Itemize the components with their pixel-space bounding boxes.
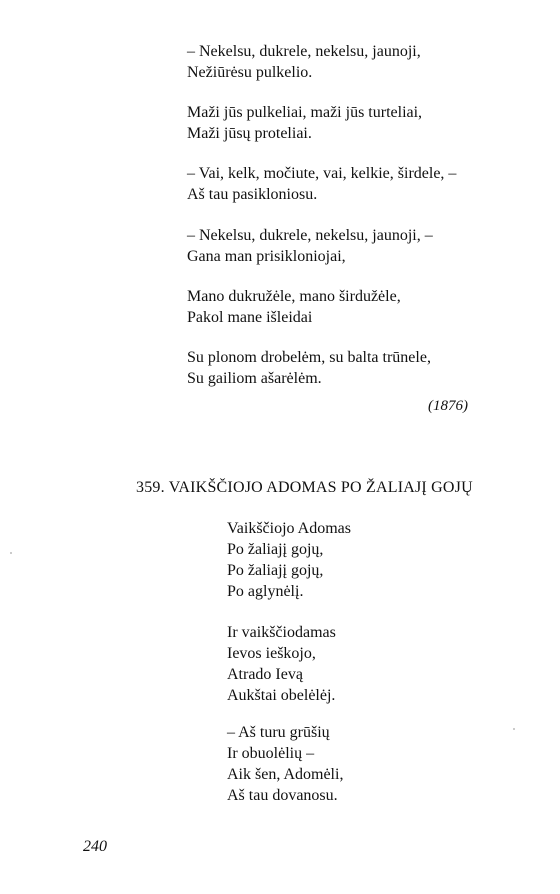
poem-line: – Aš turu grūšių xyxy=(227,724,330,741)
poem-line: Aukštai obelėlėj. xyxy=(227,687,336,704)
poem1-stanza-6 xyxy=(187,347,431,389)
scan-speck xyxy=(10,552,12,554)
poem-line: – Nekelsu, dukrele, nekelsu, jaunoji, – xyxy=(187,227,433,244)
poem1-year: (1876) xyxy=(428,398,468,414)
poem1-stanza-2 xyxy=(187,102,422,144)
poem1-stanza-1 xyxy=(187,41,421,83)
poem-line: Po aglynėlį. xyxy=(227,583,304,600)
poem-line: Ir vaikščiodamas xyxy=(227,624,336,641)
scan-speck xyxy=(513,728,515,730)
poem-line: Ievos ieškojo, xyxy=(227,645,316,662)
poem1-stanza-5 xyxy=(187,286,401,328)
poem2-stanza-1 xyxy=(227,518,351,602)
poem-line: Su gailiom ašarėlėm. xyxy=(187,370,322,387)
poem2-stanza-3 xyxy=(227,722,343,806)
page-number: 240 xyxy=(83,838,107,855)
poem-line: Pakol mane išleidai xyxy=(187,309,313,326)
poem-line: Atrado Ievą xyxy=(227,666,303,683)
poem-line: Su plonom drobelėm, su balta trūnele, xyxy=(187,349,431,366)
poem2-stanza-2 xyxy=(227,622,336,706)
poem-line: Ir obuolėlių – xyxy=(227,745,315,762)
poem-line: Aik šen, Adomėli, xyxy=(227,766,344,783)
poem-line: Maži jūsų proteliai. xyxy=(187,125,312,142)
poem-line: – Vai, kelk, močiute, vai, kelkie, širdele, – xyxy=(187,165,457,182)
poem-line: Maži jūs pulkeliai, maži jūs turteliai, xyxy=(187,104,423,121)
poem-line: – Nekelsu, dukrele, nekelsu, jaunoji, xyxy=(187,43,421,60)
poem-line: Nežiūrėsu pulkelio. xyxy=(187,64,313,81)
poem-line: Vaikščiojo Adomas xyxy=(227,520,351,537)
poem1-stanza-3 xyxy=(187,163,456,205)
poem-line: Aš tau pasikloniosu. xyxy=(187,186,318,203)
poem-line: Gana man prisikloniojai, xyxy=(187,248,346,265)
poem1-stanza-4 xyxy=(187,225,433,267)
poem-line: Mano dukružėle, mano širdužėle, xyxy=(187,288,401,305)
poem-line: Po žaliajį gojų, xyxy=(227,562,324,579)
poem-line: Po žaliajį gojų, xyxy=(227,541,324,558)
poem2-heading: 359. VAIKŠČIOJO ADOMAS PO ŽALIAJĮ GOJŲ xyxy=(136,479,473,496)
poem-line: Aš tau dovanosu. xyxy=(227,787,338,804)
